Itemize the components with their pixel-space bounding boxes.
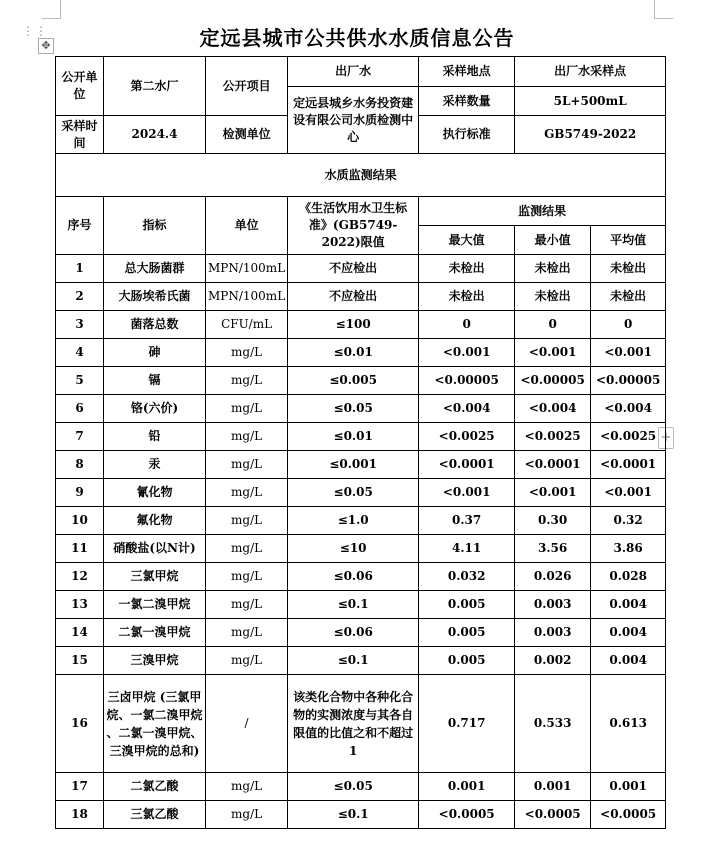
row-indicator: 硝酸盐(以N计) [104, 535, 206, 563]
row-max: 0.005 [419, 647, 515, 675]
row-min: <0.00005 [515, 367, 591, 395]
row-min: 未检出 [515, 283, 591, 311]
row-indicator: 氰化物 [104, 479, 206, 507]
document-title: 定远县城市公共供水水质信息公告 [199, 26, 515, 50]
row-avg: <0.004 [591, 395, 666, 423]
row-limit: 该类化合物中各种化合物的实测浓度与其各自限值的比值之和不超过1 [288, 675, 419, 773]
row-max: 0.005 [419, 619, 515, 647]
row-no: 9 [56, 479, 104, 507]
row-unit: mg/L [206, 535, 288, 563]
crop-mark-right [654, 0, 673, 19]
table-row [56, 395, 666, 423]
row-no: 1 [56, 255, 104, 283]
row-unit: / [206, 675, 288, 773]
row-min: <0.001 [515, 479, 591, 507]
row-max: 0.005 [419, 591, 515, 619]
sample-location-value: 出厂水采样点 [515, 57, 666, 87]
row-indicator: 大肠埃希氏菌 [104, 283, 206, 311]
row-limit: ≤0.01 [288, 339, 419, 367]
section-title: 水质监测结果 [56, 154, 666, 197]
row-limit: ≤0.1 [288, 801, 419, 829]
row-indicator: 铬(六价) [104, 395, 206, 423]
row-unit: MPN/100mL [206, 283, 288, 311]
row-max: 未检出 [419, 283, 515, 311]
row-avg: 0.32 [591, 507, 666, 535]
col-header-results: 监测结果 [419, 197, 666, 226]
row-indicator: 三溴甲烷 [104, 647, 206, 675]
row-no: 2 [56, 283, 104, 311]
table-row [56, 675, 666, 773]
row-avg: <0.0025 [591, 423, 666, 451]
table-row [56, 619, 666, 647]
table-row [56, 773, 666, 801]
plus-icon[interactable]: + [658, 427, 674, 449]
row-avg: 0 [591, 311, 666, 339]
row-no: 7 [56, 423, 104, 451]
row-no: 4 [56, 339, 104, 367]
col-header-unit: 单位 [206, 197, 288, 255]
row-no: 12 [56, 563, 104, 591]
row-limit: ≤0.05 [288, 395, 419, 423]
row-avg: 0.004 [591, 591, 666, 619]
row-min: 0.002 [515, 647, 591, 675]
sample-quantity-value: 5L+500mL [515, 87, 666, 116]
standard-value: GB5749-2022 [515, 116, 666, 154]
table-row [56, 311, 666, 339]
row-limit: ≤0.1 [288, 591, 419, 619]
row-limit: 不应检出 [288, 283, 419, 311]
row-limit: ≤100 [288, 311, 419, 339]
row-indicator: 三卤甲烷 (三氯甲烷、一氯二溴甲烷 、二氯一溴甲烷、三溴甲烷的总和) [104, 675, 206, 773]
row-limit: ≤1.0 [288, 507, 419, 535]
row-avg: <0.00005 [591, 367, 666, 395]
row-avg: 0.028 [591, 563, 666, 591]
row-min: 0.026 [515, 563, 591, 591]
row-indicator: 菌落总数 [104, 311, 206, 339]
row-max: 0 [419, 311, 515, 339]
table-row [56, 647, 666, 675]
table-row [56, 535, 666, 563]
publish-unit-label: 公开单位 [56, 57, 104, 116]
row-unit: CFU/mL [206, 311, 288, 339]
row-unit: mg/L [206, 647, 288, 675]
table-row [56, 479, 666, 507]
table-row [56, 423, 666, 451]
row-indicator: 氟化物 [104, 507, 206, 535]
row-min: <0.0001 [515, 451, 591, 479]
row-no: 5 [56, 367, 104, 395]
row-limit: ≤0.005 [288, 367, 419, 395]
row-avg: <0.0005 [591, 801, 666, 829]
row-max: <0.0001 [419, 451, 515, 479]
row-limit: ≤0.1 [288, 647, 419, 675]
sample-quantity-label: 采样数量 [419, 87, 515, 116]
move-icon[interactable]: ✥ [38, 38, 54, 54]
row-no: 13 [56, 591, 104, 619]
col-header-max: 最大值 [419, 226, 515, 255]
row-avg: 未检出 [591, 255, 666, 283]
row-min: 0.30 [515, 507, 591, 535]
standard-label: 执行标准 [419, 116, 515, 154]
publish-item-label: 公开项目 [206, 57, 288, 116]
sample-time-label: 采样时间 [56, 116, 104, 154]
row-max: 0.717 [419, 675, 515, 773]
row-unit: MPN/100mL [206, 255, 288, 283]
row-min: 3.56 [515, 535, 591, 563]
row-max: 0.37 [419, 507, 515, 535]
row-limit: 不应检出 [288, 255, 419, 283]
row-max: <0.004 [419, 395, 515, 423]
row-limit: ≤0.05 [288, 773, 419, 801]
row-avg: <0.0001 [591, 451, 666, 479]
row-max: <0.001 [419, 339, 515, 367]
row-indicator: 砷 [104, 339, 206, 367]
row-max: <0.0025 [419, 423, 515, 451]
publish-item-value: 出厂水 [288, 57, 419, 87]
table-row [56, 563, 666, 591]
col-header-avg: 平均值 [591, 226, 666, 255]
row-no: 11 [56, 535, 104, 563]
row-limit: ≤0.06 [288, 619, 419, 647]
row-min: <0.0005 [515, 801, 591, 829]
row-unit: mg/L [206, 423, 288, 451]
table-row [56, 507, 666, 535]
row-unit: mg/L [206, 563, 288, 591]
row-no: 17 [56, 773, 104, 801]
row-max: <0.001 [419, 479, 515, 507]
sample-time-value: 2024.4 [104, 116, 206, 154]
row-indicator: 镉 [104, 367, 206, 395]
row-avg: 未检出 [591, 283, 666, 311]
table-row [56, 801, 666, 829]
row-unit: mg/L [206, 451, 288, 479]
testing-unit-label: 检测单位 [206, 116, 288, 154]
row-unit: mg/L [206, 339, 288, 367]
sample-location-label: 采样地点 [419, 57, 515, 87]
row-avg: <0.001 [591, 479, 666, 507]
row-indicator: 三氯乙酸 [104, 801, 206, 829]
row-no: 3 [56, 311, 104, 339]
row-limit: ≤0.01 [288, 423, 419, 451]
row-avg: 0.613 [591, 675, 666, 773]
row-avg: 3.86 [591, 535, 666, 563]
col-header-limit: 《生活饮用水卫生标准》(GB5749-2022)限值 [288, 197, 419, 255]
row-min: <0.0025 [515, 423, 591, 451]
row-unit: mg/L [206, 479, 288, 507]
row-min: 未检出 [515, 255, 591, 283]
row-limit: ≤10 [288, 535, 419, 563]
row-min: 0.533 [515, 675, 591, 773]
row-indicator: 汞 [104, 451, 206, 479]
row-limit: ≤0.001 [288, 451, 419, 479]
row-limit: ≤0.05 [288, 479, 419, 507]
row-max: 未检出 [419, 255, 515, 283]
row-indicator: 三氯甲烷 [104, 563, 206, 591]
row-no: 15 [56, 647, 104, 675]
col-header-no: 序号 [56, 197, 104, 255]
water-quality-table [55, 56, 666, 829]
row-no: 16 [56, 675, 104, 773]
row-indicator: 一氯二溴甲烷 [104, 591, 206, 619]
crop-mark-left [42, 0, 61, 19]
drag-dots-icon[interactable]: ⋮⋮ [22, 24, 48, 38]
row-no: 6 [56, 395, 104, 423]
testing-unit-value: 定远县城乡水务投资建设有限公司水质检测中心 [288, 87, 419, 154]
row-unit: mg/L [206, 395, 288, 423]
row-unit: mg/L [206, 591, 288, 619]
row-indicator: 总大肠菌群 [104, 255, 206, 283]
row-max: 4.11 [419, 535, 515, 563]
row-min: <0.001 [515, 339, 591, 367]
row-no: 14 [56, 619, 104, 647]
row-no: 10 [56, 507, 104, 535]
row-limit: ≤0.06 [288, 563, 419, 591]
row-unit: mg/L [206, 507, 288, 535]
row-min: 0.003 [515, 619, 591, 647]
row-avg: 0.004 [591, 619, 666, 647]
row-min: <0.004 [515, 395, 591, 423]
table-row [56, 591, 666, 619]
row-unit: mg/L [206, 773, 288, 801]
row-max: <0.0005 [419, 801, 515, 829]
row-indicator: 二氯乙酸 [104, 773, 206, 801]
row-min: 0 [515, 311, 591, 339]
row-avg: <0.001 [591, 339, 666, 367]
row-avg: 0.001 [591, 773, 666, 801]
row-min: 0.003 [515, 591, 591, 619]
row-unit: mg/L [206, 619, 288, 647]
row-max: 0.001 [419, 773, 515, 801]
table-row [56, 367, 666, 395]
table-row [56, 283, 666, 311]
publish-unit-value: 第二水厂 [104, 57, 206, 116]
row-avg: 0.004 [591, 647, 666, 675]
row-unit: mg/L [206, 801, 288, 829]
col-header-min: 最小值 [515, 226, 591, 255]
col-header-indicator: 指标 [104, 197, 206, 255]
row-no: 8 [56, 451, 104, 479]
table-row [56, 451, 666, 479]
row-max: 0.032 [419, 563, 515, 591]
row-indicator: 铅 [104, 423, 206, 451]
row-no: 18 [56, 801, 104, 829]
row-indicator: 二氯一溴甲烷 [104, 619, 206, 647]
row-max: <0.00005 [419, 367, 515, 395]
table-row [56, 339, 666, 367]
row-min: 0.001 [515, 773, 591, 801]
table-row [56, 255, 666, 283]
row-unit: mg/L [206, 367, 288, 395]
